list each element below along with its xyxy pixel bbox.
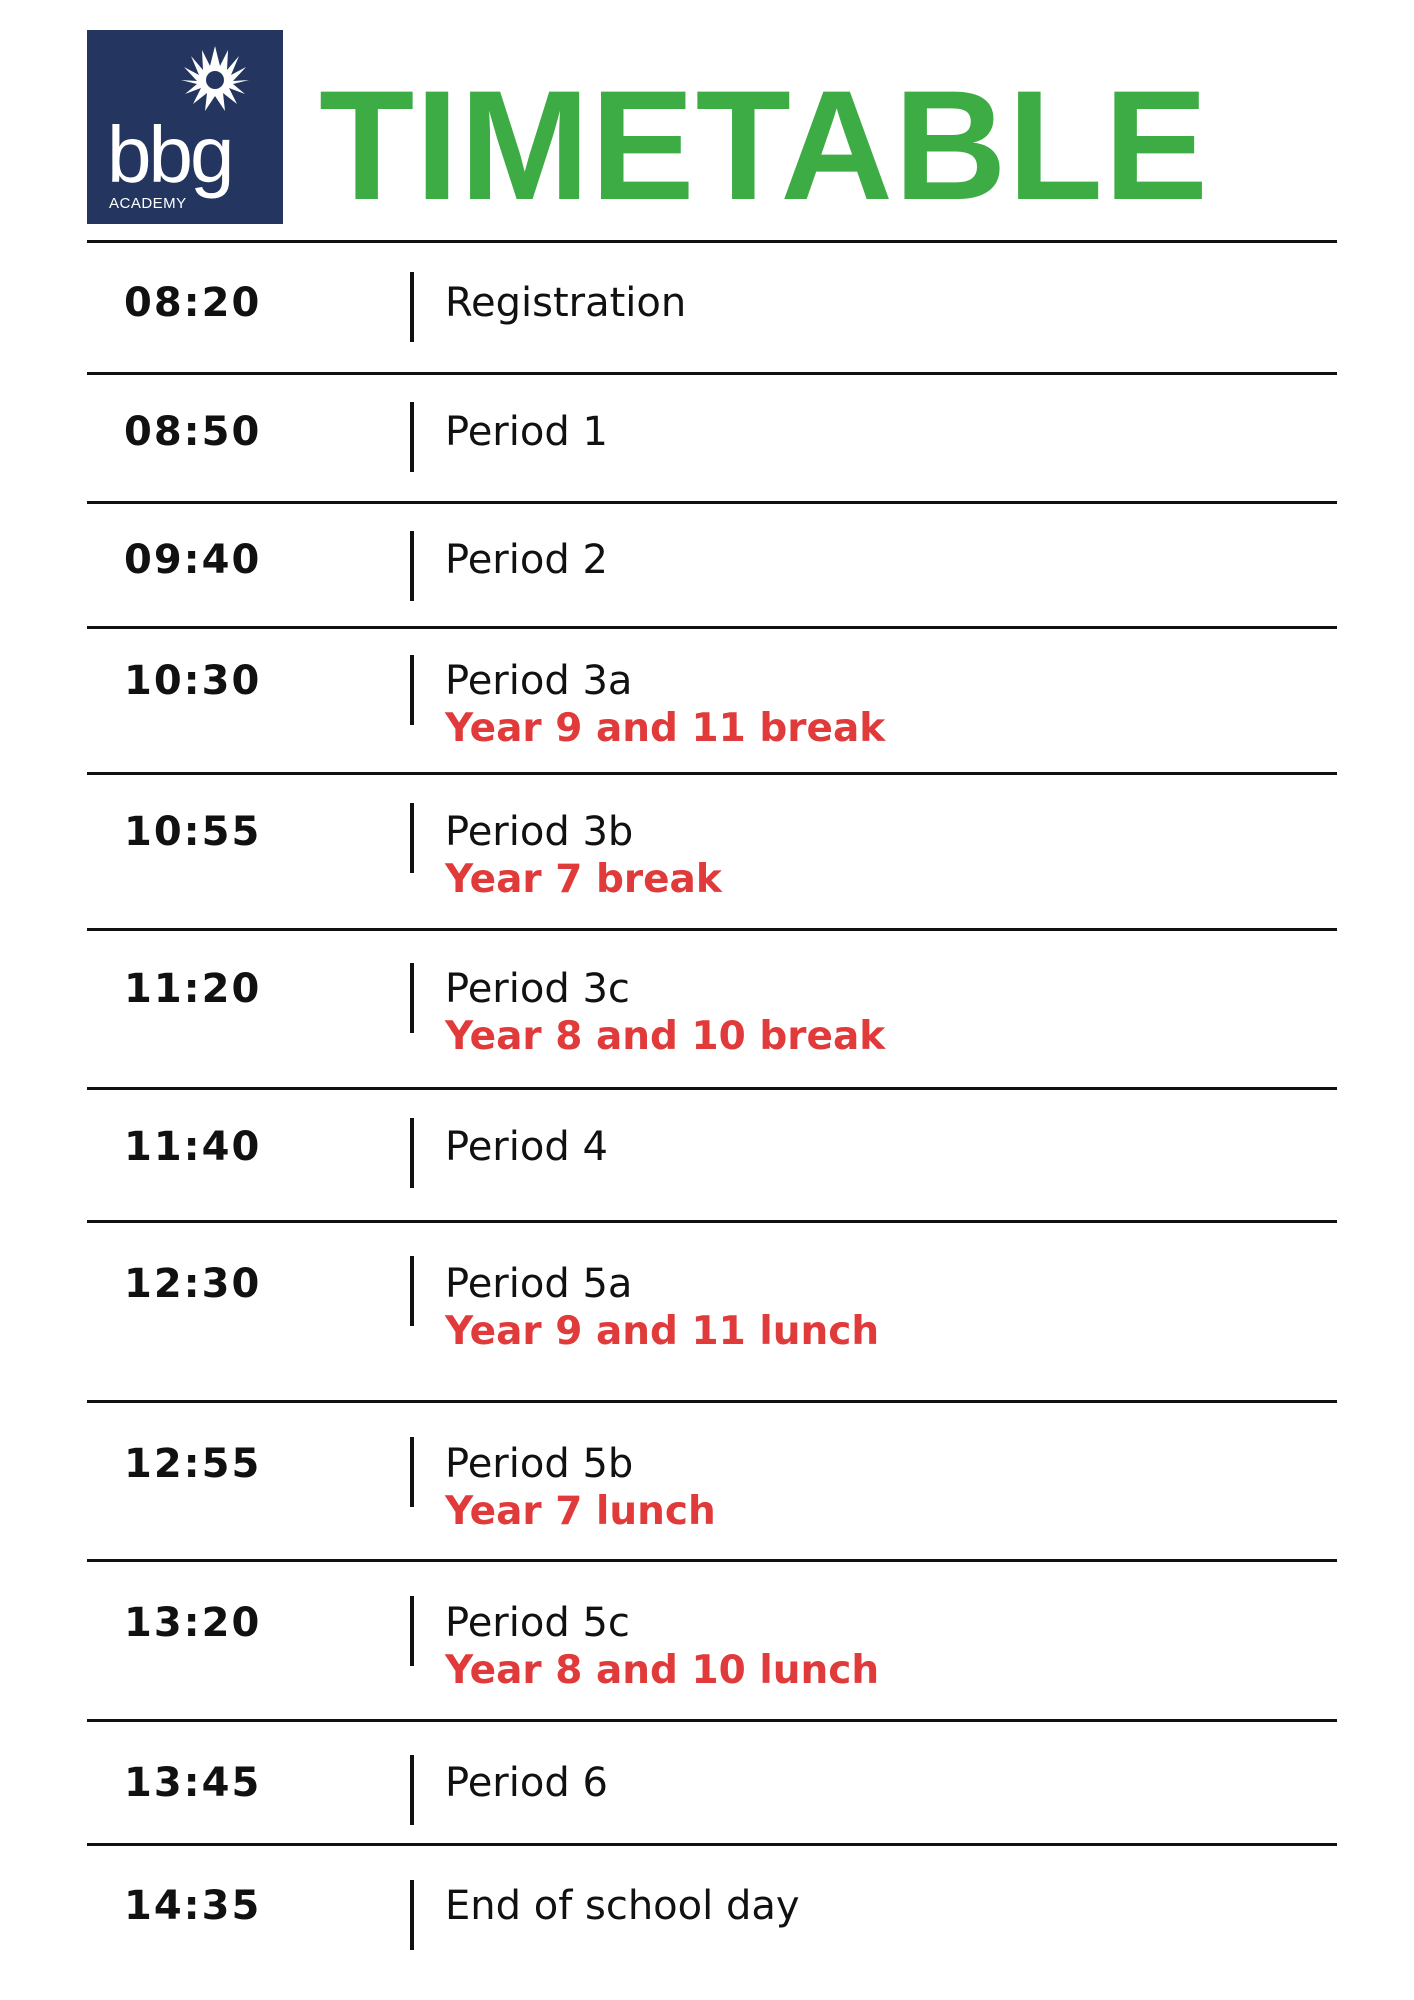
row-note: Year 8 and 10 break — [445, 1014, 886, 1059]
column-divider — [410, 272, 414, 342]
column-divider — [410, 1256, 414, 1326]
row-time: 11:40 — [124, 1124, 262, 1170]
schedule-row — [87, 1562, 1337, 1719]
schedule-row — [87, 775, 1337, 928]
row-event: End of school day — [445, 1883, 800, 1929]
row-event: Period 2 — [445, 537, 608, 583]
row-event: Period 5c — [445, 1600, 630, 1646]
column-divider — [410, 1755, 414, 1825]
row-note: Year 9 and 11 break — [445, 706, 886, 751]
header — [87, 30, 1337, 233]
row-time: 13:20 — [124, 1600, 262, 1646]
row-event: Period 3c — [445, 966, 630, 1012]
column-divider — [410, 402, 414, 472]
row-time: 11:20 — [124, 966, 262, 1012]
logo-subtitle-text: ACADEMY — [109, 195, 187, 212]
row-time: 08:50 — [124, 409, 262, 455]
row-time: 12:55 — [124, 1441, 262, 1487]
row-time: 14:35 — [124, 1883, 262, 1929]
row-time: 12:30 — [124, 1261, 262, 1307]
column-divider — [410, 531, 414, 601]
schedule-row — [87, 629, 1337, 772]
column-divider — [410, 1118, 414, 1188]
column-divider — [410, 1880, 414, 1950]
page-title: TIMETABLE — [319, 59, 1210, 233]
schedule-row — [87, 243, 1337, 372]
row-event: Period 6 — [445, 1760, 608, 1806]
row-event: Period 3b — [445, 809, 634, 855]
schedule-row — [87, 1223, 1337, 1400]
row-event: Period 1 — [445, 409, 608, 455]
schedule-row — [87, 1846, 1337, 1976]
row-event: Period 3a — [445, 658, 633, 704]
schedule-row — [87, 375, 1337, 501]
row-note: Year 7 break — [445, 857, 722, 902]
row-note: Year 8 and 10 lunch — [445, 1648, 880, 1693]
row-note: Year 9 and 11 lunch — [445, 1309, 880, 1354]
row-event: Period 4 — [445, 1124, 608, 1170]
column-divider — [410, 963, 414, 1033]
schedule-row — [87, 931, 1337, 1087]
row-time: 08:20 — [124, 280, 262, 326]
school-logo — [87, 30, 283, 224]
column-divider — [410, 655, 414, 725]
star-flower-icon — [87, 30, 283, 224]
column-divider — [410, 1437, 414, 1507]
row-event: Registration — [445, 280, 687, 326]
row-event: Period 5a — [445, 1261, 633, 1307]
logo-brand-text: bbg — [107, 110, 232, 199]
schedule-row — [87, 504, 1337, 626]
row-event: Period 5b — [445, 1441, 634, 1487]
row-time: 10:55 — [124, 809, 262, 855]
column-divider — [410, 1596, 414, 1666]
row-time: 09:40 — [124, 537, 262, 583]
schedule-row — [87, 1722, 1337, 1843]
schedule-row — [87, 1403, 1337, 1559]
schedule-row — [87, 1090, 1337, 1220]
column-divider — [410, 803, 414, 873]
row-note: Year 7 lunch — [445, 1489, 716, 1534]
row-time: 10:30 — [124, 658, 262, 704]
row-time: 13:45 — [124, 1760, 262, 1806]
